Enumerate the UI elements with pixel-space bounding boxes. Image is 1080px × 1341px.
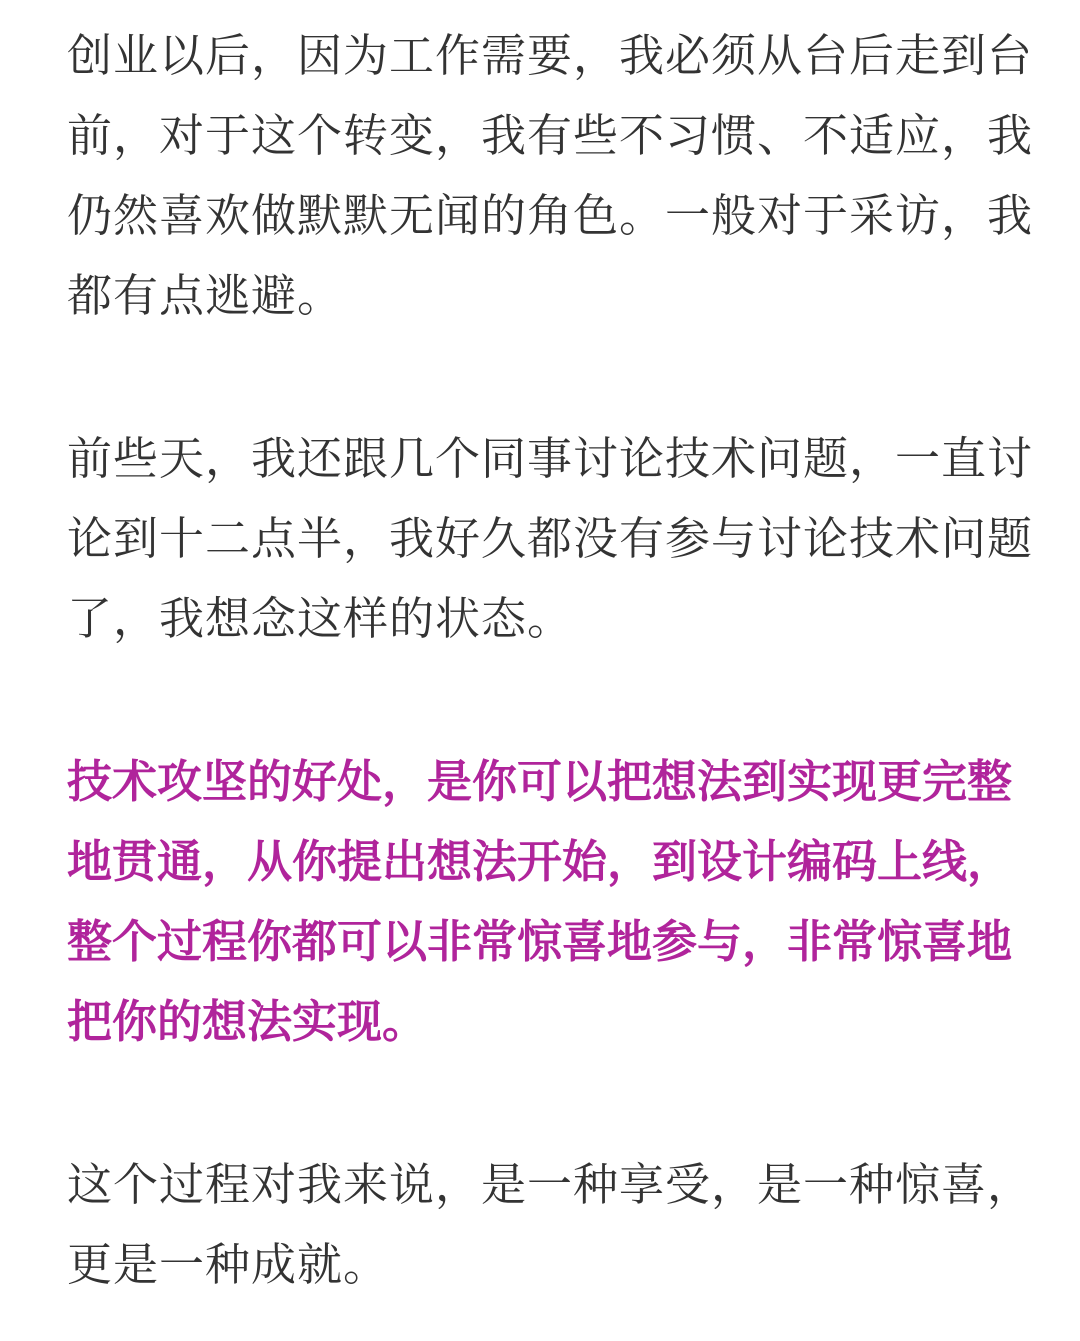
paragraph-2 [67,419,1034,659]
paragraph-line: 论到十二点半，我好久都没有参与讨论技术问题 [67,512,1034,565]
highlighted-paragraph [67,742,1027,1062]
highlighted-line: 地贯通，从你提出想法开始，到设计编码上线， [67,835,1013,888]
paragraph-line: 创业以后，因为工作需要，我必须从台后走到台 [67,29,1034,82]
highlighted-line: 技术攻坚的好处，是你可以把想法到实现更完整 [67,755,1013,808]
paragraph-line: 都有点逃避。 [67,269,344,322]
paragraph-line: 这个过程对我来说，是一种享受，是一种惊喜， [67,1158,1034,1211]
paragraph-line: 前些天，我还跟几个同事讨论技术问题，一直讨 [67,432,1034,485]
paragraph-line: 前，对于这个转变，我有些不习惯、不适应，我 [67,109,1034,162]
paragraph-4 [67,1145,1034,1305]
paragraph-line: 了，我想念这样的状态。 [67,592,574,645]
paragraph-1 [67,16,1034,336]
highlighted-line: 把你的想法实现。 [67,995,428,1048]
paragraph-line: 仍然喜欢做默默无闻的角色。一般对于采访，我 [67,189,1034,242]
article-body [67,16,1034,1305]
highlighted-line: 整个过程你都可以非常惊喜地参与，非常惊喜地 [67,915,1013,968]
paragraph-line: 更是一种成就。 [67,1238,390,1291]
